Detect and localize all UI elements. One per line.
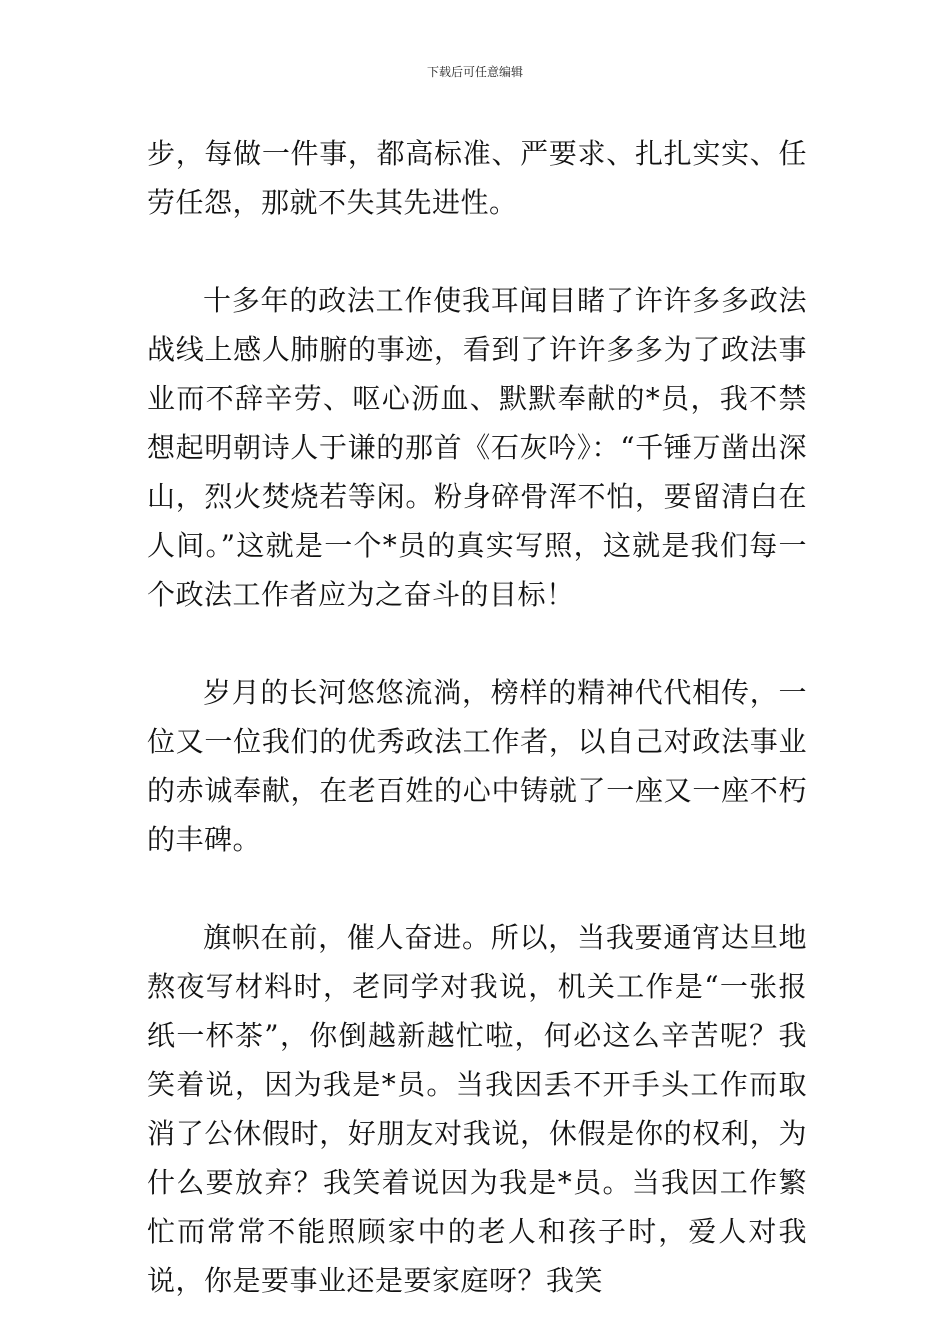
paragraph-role-models: 岁月的长河悠悠流淌，榜样的精神代代相传，一位又一位我们的优秀政法工作者，以自己对政法事业的赤诚奉献，在老百姓的心中铸就了一座又一座不朽的丰碑。 xyxy=(147,676,807,856)
document-body xyxy=(147,129,807,1305)
header-note: 下载后可任意编辑 xyxy=(426,65,523,79)
paragraph-continuation: 步，每做一件事，都高标准、严要求、扎扎实实、任劳任怨，那就不失其先进性。 xyxy=(147,137,807,219)
paragraph-banner-ahead: 旗帜在前，催人奋进。所以，当我要通宵达旦地熬夜写材料时，老同学对我说，机关工作是“一张报纸一杯茶”，你倒越新越忙啦，何必这么辛苦呢？我笑着说，因为我是*员。当我因丢不开手头工作而取消了公休假时，好朋友对我说，休假是你的权利，为什么要放弃？我笑着说因为我是*员。当我因工作繁忙而常常不能照顾家中的老人和孩子时，爱人对我说，你是要事业还是要家庭呀？我笑 xyxy=(147,921,807,1297)
paragraph-political-legal-work: 十多年的政法工作使我耳闻目睹了许许多多政法战线上感人肺腑的事迹，看到了许许多多为了政法事业而不辞辛劳、呕心沥血、默默奉献的*员，我不禁想起明朝诗人于谦的那首《石灰吟》：“千锤万凿出深山，烈火焚烧若等闲。粉身碎骨浑不怕，要留清白在人间。”这就是一个*员的真实写照，这就是我们每一个政法工作者应为之奋斗的目标！ xyxy=(147,284,807,611)
